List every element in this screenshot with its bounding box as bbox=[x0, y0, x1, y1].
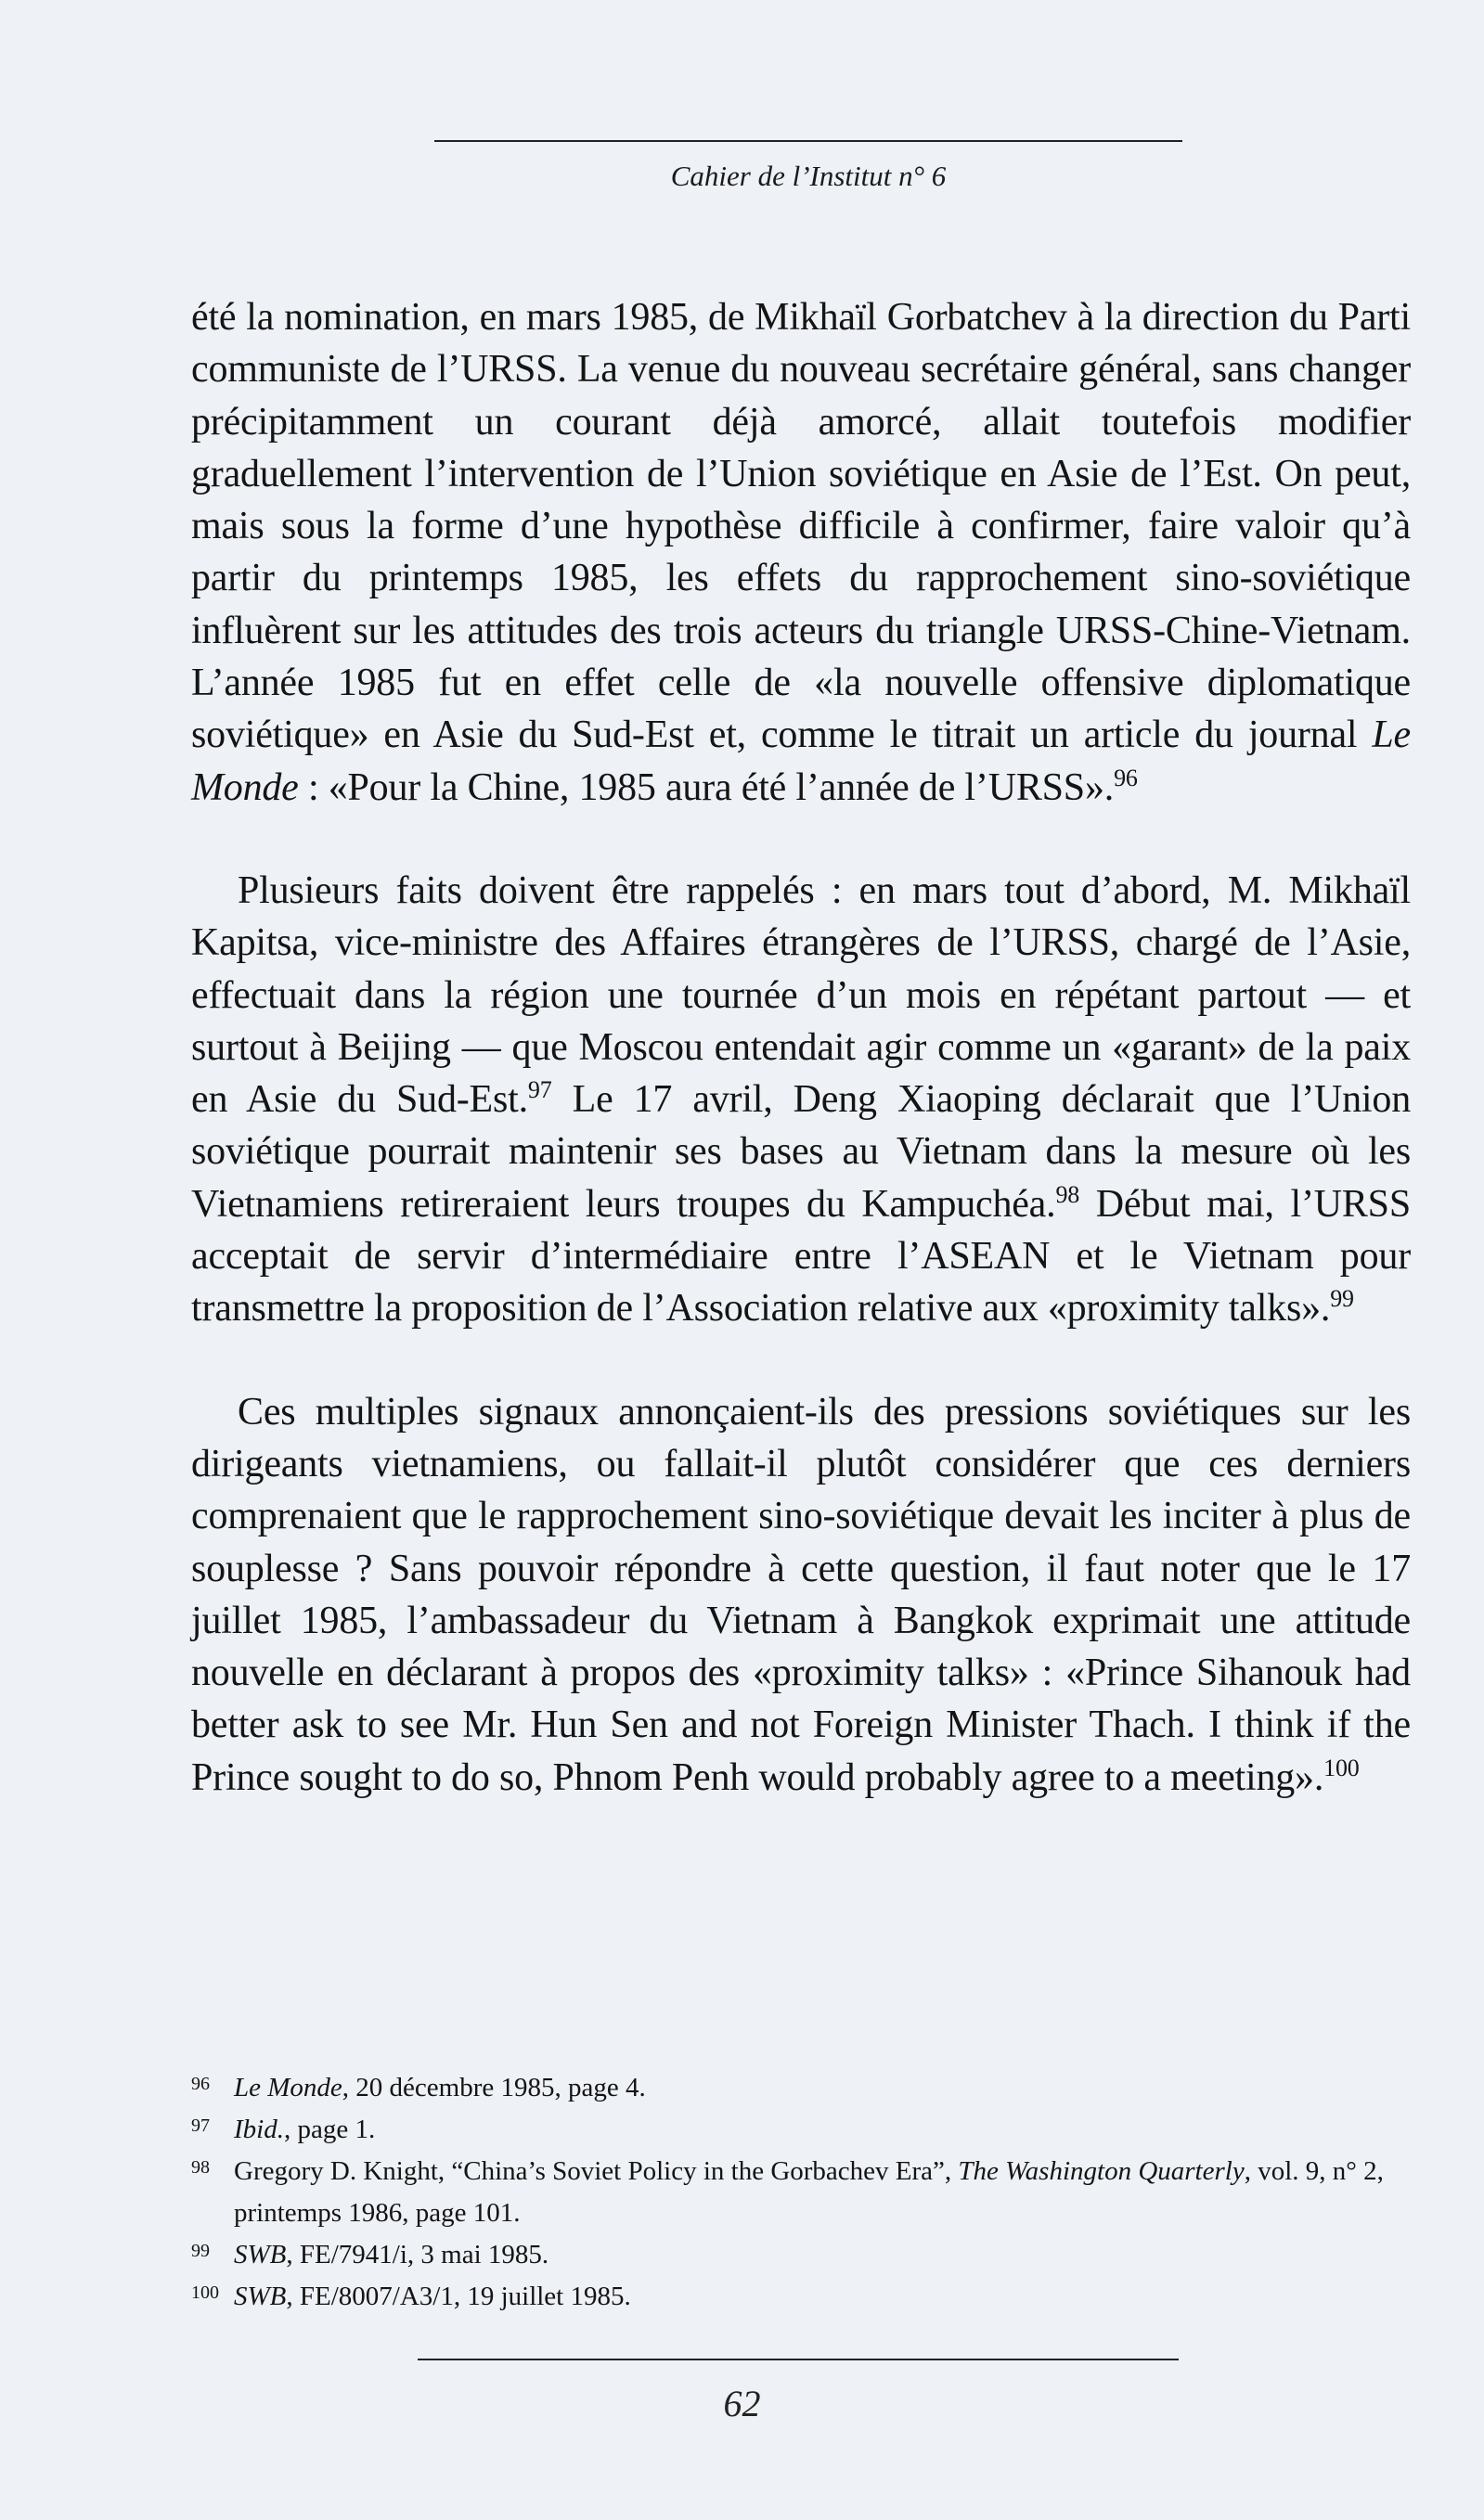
footnote-number: 98 bbox=[191, 2157, 210, 2178]
footnote: 99 SWB, FE/7941/i, 3 mai 1985. bbox=[191, 2234, 1411, 2276]
paragraph: été la nomination, en mars 1985, de Mikhaïl Gorbatchev à la direction du Parti communiste de l’URSS. La venue du nouveau secrétaire général, sans changer précipitamment un courant déjà amorcé, allait toutefois modifier graduellement l’intervention de l’Union soviétique en Asie de l’Est. On peut, mais sous la forme d’une hypothèse difficile à confirmer, faire valoir qu’à partir du printemps 1985, les effets du rapprochement sino-soviétique influèrent sur les attitudes des trois acteurs du triangle URSS-Chine-Vietnam. L’année 1985 fut en effet celle de «la nouvelle offensive diplomatique soviétique» en Asie du Sud-Est et, comme le titrait un article du journal Le Monde : «Pour la Chine, 1985 aura été l’année de l’URSS».$^{96}$ bbox=[191, 296, 1411, 809]
footnote-ref: 98 bbox=[1055, 1180, 1080, 1208]
footnote: 96 Le Monde, 20 décembre 1985, page 4. bbox=[191, 2067, 1411, 2109]
footnote-ref: 96 bbox=[1114, 764, 1138, 791]
footnote-ref: 97 bbox=[527, 1076, 552, 1104]
footnote-ref: 99 bbox=[1330, 1285, 1354, 1313]
header-rule bbox=[434, 140, 1182, 142]
paragraph: Ces multiples signaux annonçaient-ils des pressions soviétiques sur les dirigeants vietnamiens, ou fallait-il plutôt considérer que ces derniers comprenaient que le rapprochement sino-soviétique devait les inciter à plus de souplesse ? Sans pouvoir répondre à cette question, il faut noter que le 17 juillet 1985, l’ambassadeur du Vietnam à Bangkok exprimait une attitude nouvelle en déclarant à propos des «proximity talks» : «Prince Sihanouk had better ask to see Mr. Hun Sen and not Foreign Minister Thach. I think if the Prince sought to do so, Phnom Penh would probably agree to a meeting».$^{100}$ bbox=[191, 1390, 1411, 1799]
footnote: 100 SWB, FE/8007/A3/1, 19 juillet 1985. bbox=[191, 2276, 1411, 2318]
paragraph: Plusieurs faits doivent être rappelés : en mars tout d’abord, M. Mikhaïl Kapitsa, vice-ministre des Affaires étrangères de l’URSS, chargé de l’Asie, effectuait dans la région une tournée d’un mois en répétant partout — et surtout à Beijing — que Moscou entendait agir comme un «garant» de la paix en Asie du Sud-Est.$^{97}$ Le 17 avril, Deng Xiaoping déclarait que l’Union soviétique pourrait maintenir ses bases au Vietnam dans la mesure où les Vietnamiens retireraient leurs troupes du Kampuchéa.$^{98}$ Début mai, l’URSS acceptait de servir d’intermédiaire entre l’ASEAN et le Vietnam pour transmettre la proposition de l’Association relative aux «proximity talks».$^{99}$ bbox=[191, 868, 1411, 1331]
footnote-number: 96 bbox=[191, 2074, 210, 2094]
footnote-number: 100 bbox=[191, 2282, 219, 2303]
page-number: 62 bbox=[723, 2383, 761, 2424]
footnote-number: 99 bbox=[191, 2241, 210, 2261]
running-title: Cahier de l’Institut n° 6 bbox=[670, 160, 947, 192]
footer-rule bbox=[418, 2359, 1179, 2360]
footnote: 98 Gregory D. Knight, “China’s Soviet Policy in the Gorbachev Era”, The Washington Quarterly, vol. 9, n° 2, printemps 1986, page 101. bbox=[191, 2151, 1411, 2234]
newspaper-title: Le Monde bbox=[191, 714, 1411, 809]
body-text bbox=[191, 291, 1411, 1804]
footnote-ref: 100 bbox=[1323, 1754, 1360, 1781]
footnote-number: 97 bbox=[191, 2115, 210, 2136]
footnotes bbox=[191, 2067, 1411, 2318]
footnote: 97 Ibid., page 1. bbox=[191, 2109, 1411, 2151]
